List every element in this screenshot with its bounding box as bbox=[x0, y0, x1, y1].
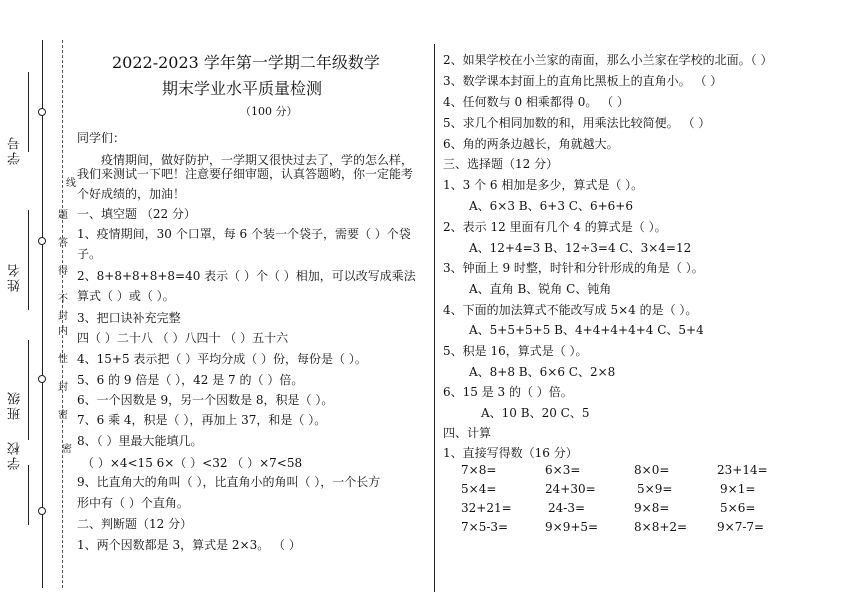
question-line: 6、一个因数是 9，另一个因数是 8，积是（ ）。 bbox=[77, 393, 334, 407]
seal-char: 性 bbox=[58, 354, 68, 365]
question-line: 3、钟面上 9 时整，时针和分针形成的角是（ ）。 bbox=[443, 261, 704, 275]
field-name-label: 姓名 bbox=[8, 262, 23, 292]
question-line: 4、下面的加法算式不能改写成 5×4 的是（ ）。 bbox=[443, 303, 698, 317]
option-line: A、直角 B、锐角 C、钝角 bbox=[469, 282, 612, 296]
seal-char: 答 bbox=[58, 238, 68, 249]
seal-char: 得 bbox=[58, 266, 68, 277]
calc-item: 32+21= bbox=[461, 501, 512, 515]
seal-char: 密 bbox=[58, 410, 68, 421]
seal-char: 线 bbox=[66, 178, 76, 189]
option-line: A、6×3 B、6+3 C、6+6+6 bbox=[469, 199, 633, 213]
question-line: 5、6 的 9 倍是（ ），42 是 7 的（ ）倍。 bbox=[77, 373, 304, 387]
binding-hole bbox=[38, 507, 46, 515]
question-line: 2、8+8+8+8+8=40 表示（ ）个（ ）相加，可以改写成乘法 bbox=[77, 269, 416, 283]
question-line: 8、（ ）里最大能填几。 bbox=[77, 434, 203, 448]
binding-hole bbox=[38, 237, 46, 245]
binding-hole bbox=[38, 108, 46, 116]
field-school-label: 学校 bbox=[8, 440, 23, 470]
question-line: 7、6 乘 4，积是（ ），再加上 37，和是（ ）。 bbox=[77, 413, 327, 427]
calc-item: 24+30= bbox=[545, 482, 596, 496]
seal-char: 不 bbox=[58, 294, 68, 305]
option-line: A、8+8 B、6×6 C、2×8 bbox=[469, 365, 616, 379]
calc-item: 5×4= bbox=[461, 482, 497, 496]
question-line: 2、如果学校在小兰家的南面，那么小兰家在学校的北面。（ ） bbox=[443, 53, 773, 67]
calc-item: 9×8= bbox=[634, 501, 670, 515]
calc-item: 9×7-7= bbox=[717, 520, 765, 534]
question-line: 算式（ ）或（ ）。 bbox=[77, 289, 175, 303]
total-score: （100 分） bbox=[240, 105, 298, 118]
intro-line: 我们来测试一下吧！注意要仔细审题，认真答题哟，你一定能考 bbox=[77, 167, 414, 181]
field-underline bbox=[28, 72, 29, 152]
question-line: （ ）×4<15 6×（ ）<32 （ ）×7<58 bbox=[82, 456, 303, 470]
calc-item: 7×8= bbox=[461, 463, 497, 477]
question-line: 4、任何数与 0 相乘都得 0。 （ ） bbox=[443, 95, 629, 109]
section-true-false-heading: 二、判断题（12 分） bbox=[77, 517, 193, 531]
question-line: 子。 bbox=[77, 247, 102, 261]
question-line: 1、3 个 6 相加是多少，算式是（ ）。 bbox=[443, 178, 644, 192]
seal-char: 密 bbox=[62, 444, 72, 455]
option-line: A、5+5+5+5 B、4+4+4+4+4 C、5+4 bbox=[469, 323, 704, 337]
calc-item: 9×9+5= bbox=[545, 520, 599, 534]
question-line: 1、直接写得数（16 分） bbox=[443, 446, 578, 460]
calc-item: 6×3= bbox=[545, 463, 581, 477]
question-line: 6、15 是 3 的（ ）倍。 bbox=[443, 385, 573, 399]
question-line: 3、数学课本封面上的直角比黑板上的直角小。 （ ） bbox=[443, 74, 723, 88]
seal-char: 封 bbox=[58, 382, 68, 393]
binding-line bbox=[42, 40, 43, 588]
question-line: 四（ ）二十八 （ ）八四十 （ ）五十六 bbox=[77, 331, 289, 345]
option-line: A、12+4=3 B、12÷3=4 C、3×4=12 bbox=[469, 241, 692, 255]
question-line: 9、比直角大的角叫（ ），比直角小的角叫（ ），一个长方 bbox=[77, 475, 381, 489]
exam-title-line2: 期末学业水平质量检测 bbox=[162, 79, 323, 98]
field-student-id-label: 学号 bbox=[8, 135, 23, 165]
question-line: 1、疫情期间，30 个口罩，每 6 个装一个袋子，需要（ ）个袋 bbox=[77, 227, 411, 241]
calc-item: 5×9= bbox=[637, 482, 673, 496]
seal-char: 内 bbox=[58, 326, 68, 337]
calc-item: 24-3= bbox=[548, 501, 586, 515]
column-divider bbox=[434, 44, 435, 592]
calc-item: 23+14= bbox=[717, 463, 768, 477]
question-line: 4、15+5 表示把（ ）平均分成（ ）份，每份是（ ）。 bbox=[77, 352, 367, 366]
seal-char: 封 bbox=[58, 311, 68, 322]
question-line: 2、表示 12 里面有几个 4 的算式是（ ）。 bbox=[443, 220, 667, 234]
section-fill-blank-heading: 一、填空题 （22 分） bbox=[77, 207, 196, 221]
question-line: 1、两个因数都是 3，算式是 2×3。 （ ） bbox=[77, 538, 301, 552]
calc-item: 5×6= bbox=[720, 501, 756, 515]
section-choice-heading: 三、选择题（12 分） bbox=[443, 157, 559, 171]
section-calc-heading: 四、计算 bbox=[443, 426, 492, 440]
field-underline bbox=[28, 465, 29, 525]
intro-greeting: 同学们： bbox=[77, 131, 126, 145]
exam-title-line1: 2022-2023 学年第一学期二年级数学 bbox=[112, 53, 380, 72]
option-line: A、10 B、20 C、5 bbox=[481, 406, 590, 420]
intro-line: 疫情期间，做好防护，一学期又很快过去了，学的怎么样， bbox=[101, 153, 414, 167]
question-line: 形中有（ ）个直角。 bbox=[77, 496, 189, 510]
calc-item: 8×8+2= bbox=[634, 520, 688, 534]
field-class-label: 班级 bbox=[8, 390, 23, 420]
field-underline bbox=[28, 340, 29, 440]
question-line: 6、角的两条边越长，角就越大。 bbox=[443, 137, 619, 151]
binding-hole bbox=[38, 375, 46, 383]
question-line: 3、把口诀补充完整 bbox=[77, 311, 181, 325]
question-line: 5、求几个相同加数的和，用乘法比较简便。 （ ） bbox=[443, 116, 711, 130]
calc-item: 8×0= bbox=[634, 463, 670, 477]
question-line: 5、积是 16，算式是（ ）。 bbox=[443, 344, 588, 358]
field-underline bbox=[28, 210, 29, 310]
intro-line: 个好成绩的，加油！ bbox=[77, 187, 186, 201]
calc-item: 7×5-3= bbox=[461, 520, 509, 534]
seal-char: 题 bbox=[58, 210, 68, 221]
calc-item: 9×1= bbox=[720, 482, 756, 496]
